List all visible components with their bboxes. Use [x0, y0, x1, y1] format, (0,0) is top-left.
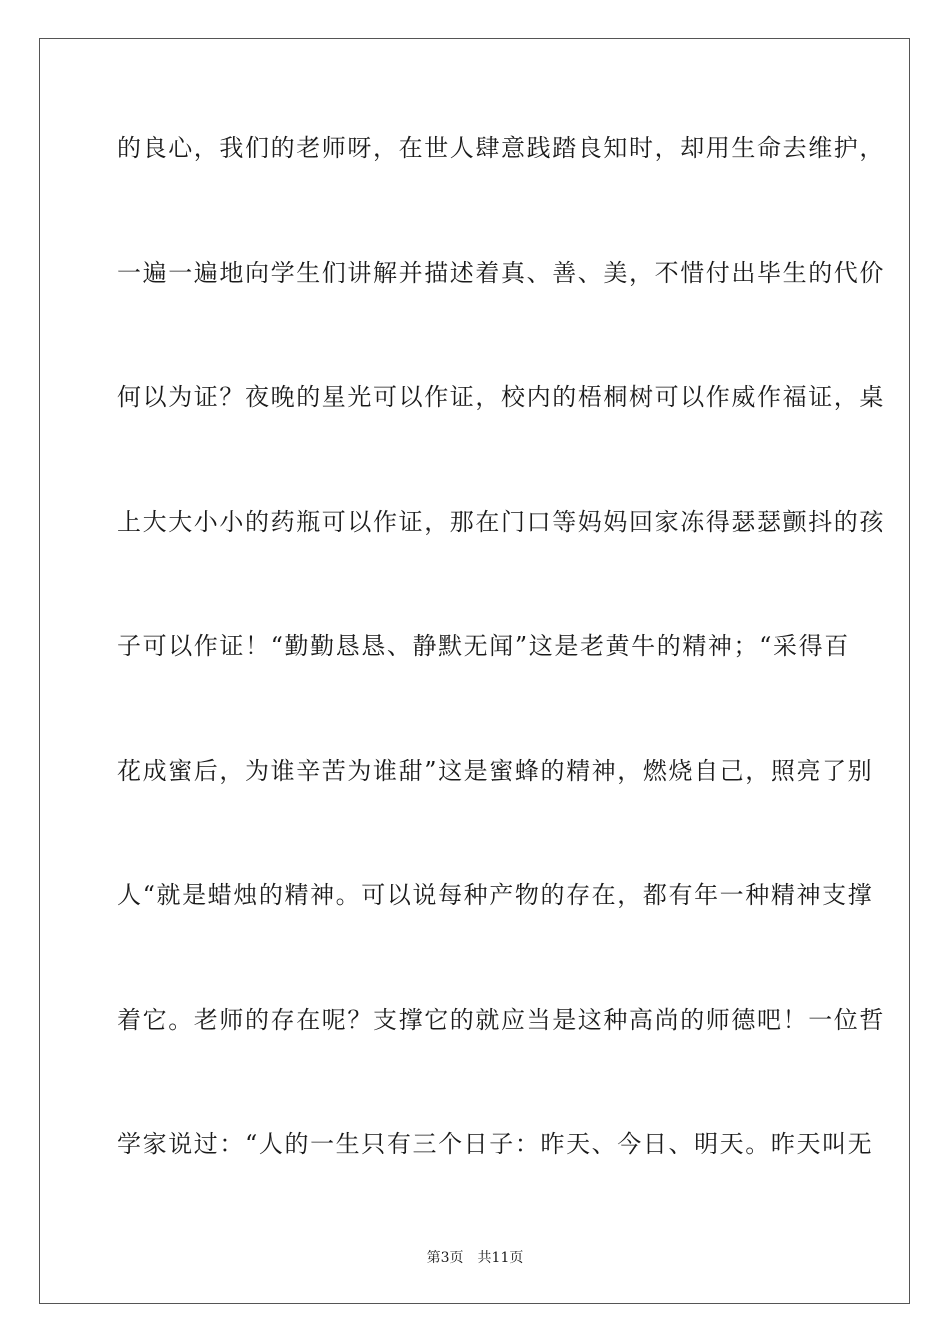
body-line-1: 的良心，我们的老师呀，在世人肆意践踏良知时，却用生命去维护， — [117, 134, 885, 162]
body-line-7: 人“就是蜡烛的精神。可以说每种产物的存在，都有年一种精神支撑 — [117, 881, 874, 909]
page-frame — [39, 38, 910, 1304]
body-line-6: 花成蜜后，为谁辛苦为谁甜”这是蜜蜂的精神，燃烧自己，照亮了别 — [117, 757, 874, 785]
body-line-4: 上大大小小的药瓶可以作证，那在门口等妈妈回家冻得瑟瑟颤抖的孩 — [117, 508, 885, 536]
body-line-8: 着它。老师的存在呢？支撑它的就应当是这种高尚的师德吧！一位哲 — [117, 1006, 885, 1034]
page-total: 共11页 — [477, 1250, 524, 1266]
page-footer — [0, 1249, 950, 1267]
body-line-5: 子可以作证！“勤勤恳恳、静默无闻”这是老黄牛的精神；“采得百 — [117, 632, 850, 660]
body-line-9: 学家说过：“人的一生只有三个日子：昨天、今日、明天。昨天叫无 — [117, 1130, 874, 1158]
body-line-3: 何以为证？夜晚的星光可以作证，校内的梧桐树可以作威作福证，桌 — [117, 383, 885, 411]
body-line-2: 一遍一遍地向学生们讲解并描述着真、善、美，不惜付出毕生的代价 — [117, 259, 885, 287]
page-number: 第3页 — [426, 1250, 464, 1266]
